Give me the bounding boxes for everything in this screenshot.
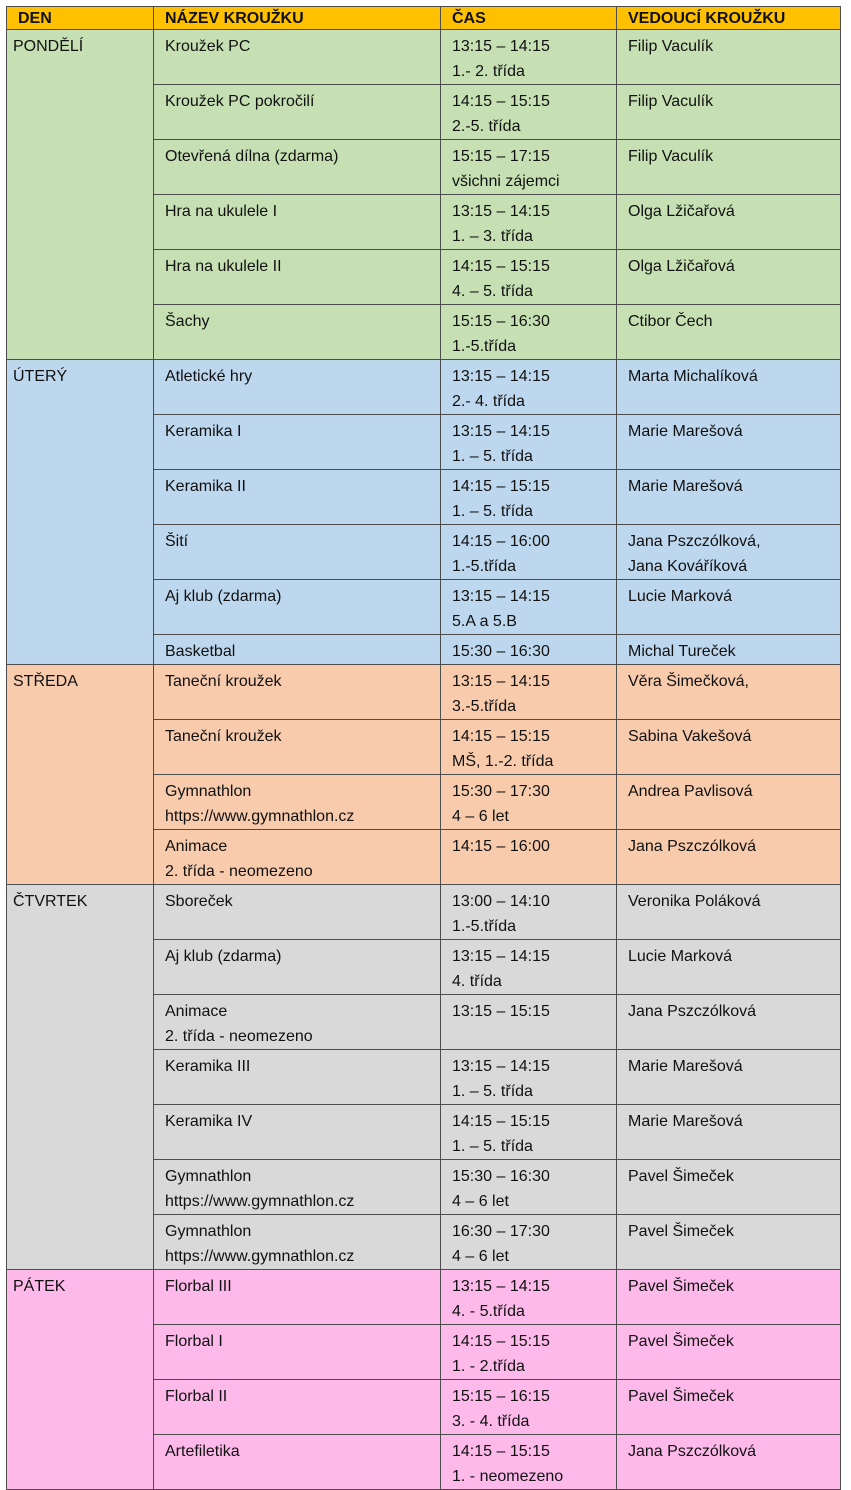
club-name-cell bbox=[154, 1105, 441, 1160]
time-cell bbox=[441, 1435, 617, 1490]
cell-line: Jana Pszczólková bbox=[628, 838, 757, 855]
club-name-cell bbox=[154, 1160, 441, 1215]
time-cell bbox=[441, 885, 617, 940]
leader-cell bbox=[617, 305, 841, 360]
cell-line: Keramika II bbox=[165, 478, 246, 495]
cell-line: Sboreček bbox=[165, 893, 233, 910]
cell-line: Michal Tureček bbox=[628, 643, 736, 660]
cell-line: 5.A a 5.B bbox=[452, 613, 517, 630]
table-row bbox=[7, 1270, 841, 1325]
cell-line: Sabina Vakešová bbox=[628, 728, 752, 745]
cell-line: 15:30 – 16:30 bbox=[452, 643, 550, 660]
time-cell bbox=[441, 250, 617, 305]
leader-cell bbox=[617, 580, 841, 635]
club-name-cell bbox=[154, 85, 441, 140]
cell-line: Keramika III bbox=[165, 1058, 251, 1075]
cell-line: 2.- 4. třída bbox=[452, 393, 525, 410]
cell-line: 1. – 3. třída bbox=[452, 228, 533, 245]
cell-line: 4 – 6 let bbox=[452, 1248, 509, 1265]
cell-line: 13:15 – 14:15 bbox=[452, 1278, 550, 1295]
cell-line: Kroužek PC pokročilí bbox=[165, 93, 315, 110]
cell-line: 13:15 – 14:15 bbox=[452, 203, 550, 220]
cell-line: Artefiletika bbox=[165, 1443, 240, 1460]
club-name-cell bbox=[154, 580, 441, 635]
time-cell bbox=[441, 580, 617, 635]
time-cell bbox=[441, 1050, 617, 1105]
cell-line: Hra na ukulele I bbox=[165, 203, 278, 220]
time-cell bbox=[441, 995, 617, 1050]
club-name-cell bbox=[154, 1215, 441, 1270]
table-row bbox=[7, 665, 841, 720]
cell-line: 1. – 5. třída bbox=[452, 1083, 533, 1100]
cell-line: 1. – 5. třída bbox=[452, 503, 533, 520]
cell-line: Marie Marešová bbox=[628, 1113, 743, 1130]
cell-line: 3. - 4. třída bbox=[452, 1413, 530, 1430]
time-cell bbox=[441, 1160, 617, 1215]
leader-cell bbox=[617, 830, 841, 885]
cell-line: 14:15 – 16:00 bbox=[452, 533, 550, 550]
day-cell: STŘEDA bbox=[7, 665, 154, 885]
cell-line: Pavel Šimeček bbox=[628, 1333, 734, 1350]
time-cell bbox=[441, 940, 617, 995]
cell-line: Aj klub (zdarma) bbox=[165, 588, 282, 605]
cell-line: Šití bbox=[165, 533, 189, 550]
leader-cell bbox=[617, 85, 841, 140]
time-cell bbox=[441, 415, 617, 470]
cell-line: 13:15 – 14:15 bbox=[452, 368, 550, 385]
club-name-cell bbox=[154, 525, 441, 580]
club-name-cell bbox=[154, 140, 441, 195]
cell-line: Filip Vaculík bbox=[628, 93, 714, 110]
cell-line: Marie Marešová bbox=[628, 423, 743, 440]
cell-line: Aj klub (zdarma) bbox=[165, 948, 282, 965]
cell-line: Jana Pszczólková bbox=[628, 1003, 757, 1020]
time-cell bbox=[441, 30, 617, 85]
cell-line: 14:15 – 15:15 bbox=[452, 478, 550, 495]
cell-line: Florbal III bbox=[165, 1278, 232, 1295]
cell-line: Pavel Šimeček bbox=[628, 1278, 734, 1295]
header-leader: VEDOUCÍ KROUŽKU bbox=[617, 7, 841, 30]
cell-line: Gymnathlon bbox=[165, 1223, 252, 1240]
cell-line: 15:15 – 17:15 bbox=[452, 148, 550, 165]
cell-line: Gymnathlon bbox=[165, 783, 252, 800]
table-row bbox=[7, 360, 841, 415]
cell-line: 13:15 – 14:15 bbox=[452, 38, 550, 55]
cell-line: 16:30 – 17:30 bbox=[452, 1223, 550, 1240]
cell-line: Pavel Šimeček bbox=[628, 1223, 734, 1240]
time-cell bbox=[441, 665, 617, 720]
cell-line: 1.-5.třída bbox=[452, 918, 517, 935]
club-name-cell bbox=[154, 720, 441, 775]
time-cell bbox=[441, 140, 617, 195]
club-name-cell bbox=[154, 1380, 441, 1435]
cell-line: Florbal II bbox=[165, 1388, 228, 1405]
cell-line: Gymnathlon bbox=[165, 1168, 252, 1185]
club-name-cell bbox=[154, 415, 441, 470]
cell-line: https://www.gymnathlon.cz bbox=[165, 1193, 355, 1210]
time-cell bbox=[441, 635, 617, 665]
time-cell bbox=[441, 720, 617, 775]
club-name-cell bbox=[154, 1050, 441, 1105]
cell-line: Jana Pszczólková bbox=[628, 1443, 757, 1460]
leader-cell bbox=[617, 250, 841, 305]
table-body bbox=[7, 30, 841, 1490]
cell-line: Animace bbox=[165, 838, 228, 855]
header-row bbox=[7, 7, 841, 30]
leader-cell bbox=[617, 665, 841, 720]
day-cell: PÁTEK bbox=[7, 1270, 154, 1490]
cell-line: Keramika IV bbox=[165, 1113, 253, 1130]
leader-cell bbox=[617, 1435, 841, 1490]
cell-line: 14:15 – 15:15 bbox=[452, 258, 550, 275]
club-name-cell bbox=[154, 665, 441, 720]
cell-line: 15:30 – 16:30 bbox=[452, 1168, 550, 1185]
cell-line: Taneční kroužek bbox=[165, 673, 282, 690]
day-cell: PONDĚLÍ bbox=[7, 30, 154, 360]
club-name-cell bbox=[154, 470, 441, 525]
club-name-cell bbox=[154, 305, 441, 360]
cell-line: 2. třída - neomezeno bbox=[165, 1028, 313, 1045]
leader-cell bbox=[617, 775, 841, 830]
cell-line: 1.- 2. třída bbox=[452, 63, 525, 80]
club-name-cell bbox=[154, 250, 441, 305]
cell-line: 14:15 – 15:15 bbox=[452, 1333, 550, 1350]
club-name-cell bbox=[154, 830, 441, 885]
header-time: ČAS bbox=[441, 7, 617, 30]
cell-line: 15:15 – 16:30 bbox=[452, 313, 550, 330]
cell-line: 1.-5.třída bbox=[452, 338, 517, 355]
cell-line: Florbal I bbox=[165, 1333, 223, 1350]
cell-line: Lucie Marková bbox=[628, 588, 733, 605]
cell-line: 13:15 – 14:15 bbox=[452, 1058, 550, 1075]
time-cell bbox=[441, 1105, 617, 1160]
cell-line: Basketbal bbox=[165, 643, 236, 660]
cell-line: Olga Lžičařová bbox=[628, 258, 735, 275]
cell-line: 4. - 5.třída bbox=[452, 1303, 525, 1320]
cell-line: Taneční kroužek bbox=[165, 728, 282, 745]
cell-line: 13:00 – 14:10 bbox=[452, 893, 550, 910]
leader-cell bbox=[617, 195, 841, 250]
time-cell bbox=[441, 1215, 617, 1270]
header-name: NÁZEV KROUŽKU bbox=[154, 7, 441, 30]
cell-line: Atletické hry bbox=[165, 368, 253, 385]
leader-cell bbox=[617, 525, 841, 580]
club-name-cell bbox=[154, 775, 441, 830]
day-cell: ČTVRTEK bbox=[7, 885, 154, 1270]
leader-cell bbox=[617, 635, 841, 665]
time-cell bbox=[441, 1380, 617, 1435]
leader-cell bbox=[617, 1380, 841, 1435]
cell-line: 4. – 5. třída bbox=[452, 283, 533, 300]
cell-line: 1. - 2.třída bbox=[452, 1358, 525, 1375]
cell-line: 1.-5.třída bbox=[452, 558, 517, 575]
cell-line: 4 – 6 let bbox=[452, 1193, 509, 1210]
club-name-cell bbox=[154, 1270, 441, 1325]
time-cell bbox=[441, 775, 617, 830]
cell-line: Věra Šimečková, bbox=[628, 673, 749, 690]
day-cell: ÚTERÝ bbox=[7, 360, 154, 665]
cell-line: 14:15 – 15:15 bbox=[452, 728, 550, 745]
club-name-cell bbox=[154, 30, 441, 85]
leader-cell bbox=[617, 720, 841, 775]
cell-line: https://www.gymnathlon.cz bbox=[165, 1248, 355, 1265]
cell-line: 14:15 – 15:15 bbox=[452, 1443, 550, 1460]
time-cell bbox=[441, 305, 617, 360]
time-cell bbox=[441, 525, 617, 580]
cell-line: Marta Michalíková bbox=[628, 368, 758, 385]
cell-line: Marie Marešová bbox=[628, 1058, 743, 1075]
club-name-cell bbox=[154, 995, 441, 1050]
cell-line: 4 – 6 let bbox=[452, 808, 509, 825]
time-cell bbox=[441, 195, 617, 250]
cell-line: 4. třída bbox=[452, 973, 502, 990]
leader-cell bbox=[617, 30, 841, 85]
cell-line: 13:15 – 14:15 bbox=[452, 948, 550, 965]
leader-cell bbox=[617, 995, 841, 1050]
cell-line: Otevřená dílna (zdarma) bbox=[165, 148, 339, 165]
cell-line: Andrea Pavlisová bbox=[628, 783, 753, 800]
cell-line: Pavel Šimeček bbox=[628, 1388, 734, 1405]
club-name-cell bbox=[154, 360, 441, 415]
leader-cell bbox=[617, 470, 841, 525]
cell-line: MŠ, 1.-2. třída bbox=[452, 753, 554, 770]
time-cell bbox=[441, 1325, 617, 1380]
cell-line: 15:15 – 16:15 bbox=[452, 1388, 550, 1405]
cell-line: 1. – 5. třída bbox=[452, 1138, 533, 1155]
time-cell bbox=[441, 1270, 617, 1325]
cell-line: 13:15 – 14:15 bbox=[452, 423, 550, 440]
club-name-cell bbox=[154, 1325, 441, 1380]
leader-cell bbox=[617, 940, 841, 995]
table-header bbox=[7, 7, 841, 30]
cell-line: Animace bbox=[165, 1003, 228, 1020]
cell-line: Filip Vaculík bbox=[628, 38, 714, 55]
cell-line: Šachy bbox=[165, 313, 210, 330]
cell-line: Jana Pszczólková, bbox=[628, 533, 761, 550]
cell-line: Ctibor Čech bbox=[628, 313, 713, 330]
leader-cell bbox=[617, 885, 841, 940]
header-day: DEN bbox=[7, 7, 154, 30]
cell-line: Kroužek PC bbox=[165, 38, 251, 55]
cell-line: všichni zájemci bbox=[452, 173, 560, 190]
club-name-cell bbox=[154, 195, 441, 250]
cell-line: Olga Lžičařová bbox=[628, 203, 735, 220]
club-name-cell bbox=[154, 1435, 441, 1490]
schedule-table bbox=[6, 6, 841, 1490]
cell-line: Filip Vaculík bbox=[628, 148, 714, 165]
cell-line: Lucie Marková bbox=[628, 948, 733, 965]
cell-line: 3.-5.třída bbox=[452, 698, 517, 715]
cell-line: 1. – 5. třída bbox=[452, 448, 533, 465]
leader-cell bbox=[617, 1050, 841, 1105]
leader-cell bbox=[617, 1325, 841, 1380]
cell-line: Marie Marešová bbox=[628, 478, 743, 495]
cell-line: 1. - neomezeno bbox=[452, 1468, 564, 1485]
time-cell bbox=[441, 360, 617, 415]
time-cell bbox=[441, 470, 617, 525]
leader-cell bbox=[617, 1105, 841, 1160]
cell-line: 13:15 – 15:15 bbox=[452, 1003, 550, 1020]
leader-cell bbox=[617, 1270, 841, 1325]
cell-line: Jana Kováříková bbox=[628, 558, 748, 575]
table-row bbox=[7, 30, 841, 85]
cell-line: Keramika I bbox=[165, 423, 242, 440]
leader-cell bbox=[617, 360, 841, 415]
cell-line: Veronika Poláková bbox=[628, 893, 761, 910]
cell-line: 2.-5. třída bbox=[452, 118, 521, 135]
leader-cell bbox=[617, 140, 841, 195]
cell-line: https://www.gymnathlon.cz bbox=[165, 808, 355, 825]
leader-cell bbox=[617, 1160, 841, 1215]
cell-line: 13:15 – 14:15 bbox=[452, 673, 550, 690]
table-row bbox=[7, 885, 841, 940]
club-name-cell bbox=[154, 635, 441, 665]
time-cell bbox=[441, 85, 617, 140]
cell-line: Hra na ukulele II bbox=[165, 258, 282, 275]
time-cell bbox=[441, 830, 617, 885]
leader-cell bbox=[617, 415, 841, 470]
cell-line: 15:30 – 17:30 bbox=[452, 783, 550, 800]
cell-line: Pavel Šimeček bbox=[628, 1168, 734, 1185]
cell-line: 14:15 – 16:00 bbox=[452, 838, 550, 855]
leader-cell bbox=[617, 1215, 841, 1270]
cell-line: 14:15 – 15:15 bbox=[452, 93, 550, 110]
cell-line: 13:15 – 14:15 bbox=[452, 588, 550, 605]
club-name-cell bbox=[154, 885, 441, 940]
club-name-cell bbox=[154, 940, 441, 995]
cell-line: 2. třída - neomezeno bbox=[165, 863, 313, 880]
cell-line: 14:15 – 15:15 bbox=[452, 1113, 550, 1130]
